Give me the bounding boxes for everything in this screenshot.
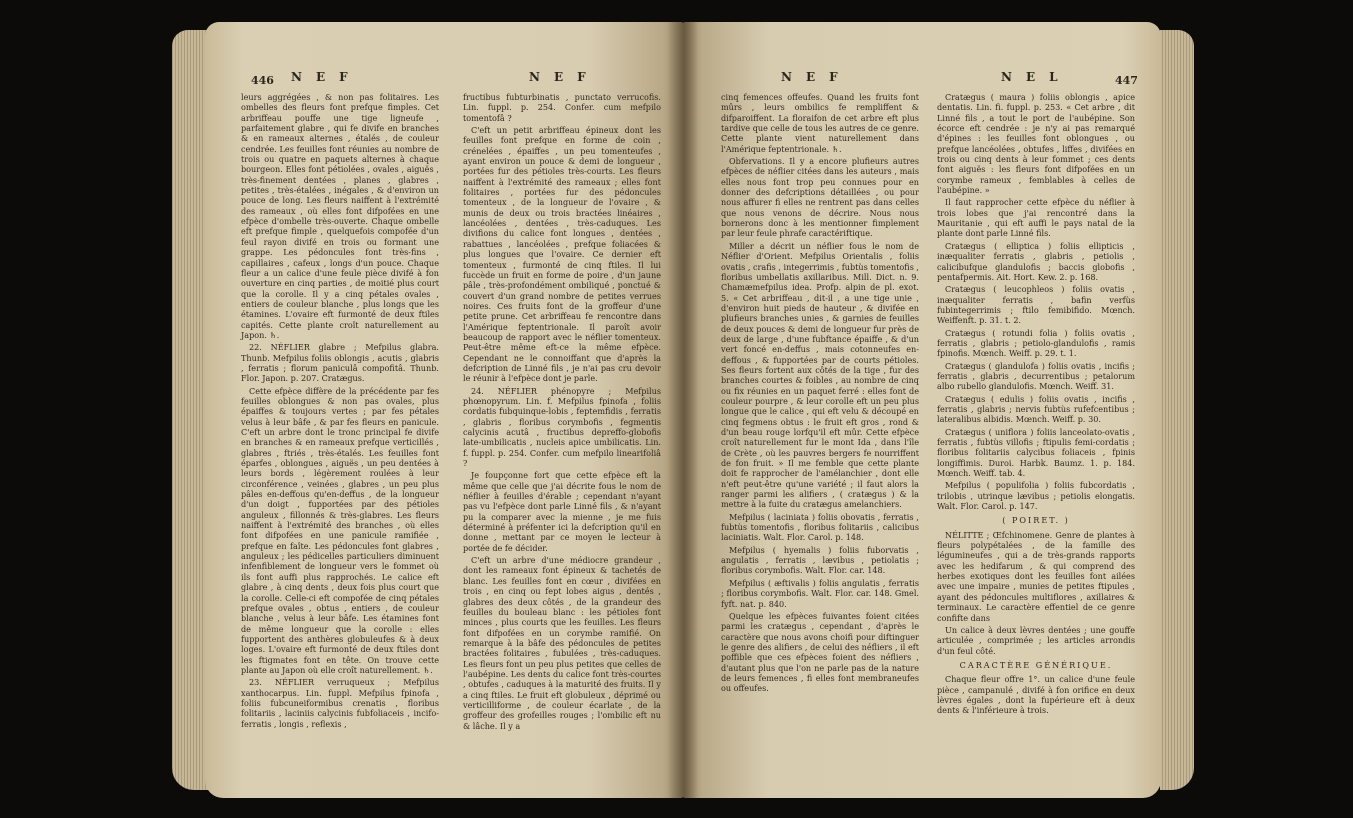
page-number-right: 447 (1115, 74, 1138, 87)
paragraph: Chaque fleur offre 1°. un calice d'une feule pièce , campanulé , divifé à fon orifice en deux lèvres égales , dont la fupérieure eft à deux dents & l'inférieure à trois. (937, 674, 1135, 716)
paragraph: Cratægus ( uniflora ) foliis lanceolato-ovatis , ferratis , fubtùs villofis ; ftipulis femi-cordatis ; floribus folitariis calycibus foliaceis , fpinis longiffimis. Duroi. Harbk. Baumz. 1. p. 184. Mœnch. Weiff. tab. 4. (937, 426, 1135, 479)
author-signature: ( POIRET. ) (1002, 515, 1070, 526)
running-head-left-1: NEF (291, 70, 362, 84)
paragraph: 23. NÉFLIER verruqueux ; Mefpilus xanthocarpus. Lin. fuppl. Mefpilus fpinofa , foliis fubcuneiformibus crenatis , floribus folitariis , laciniis calycinis fubfoliaceis , incifo-ferratis , longis , reflexis , (241, 677, 439, 729)
paragraph: Cratægus ( glandulofa ) foliis ovatis , incifis ; ferratis , glabris , decurrentibus ; petalorum albo rubello glandulofis. Mœnch. Weiff. 31. (937, 360, 1135, 392)
paragraph: Mefpilus ( laciniata ) foliis obovatis , ferratis , fubtùs tomentofis , floribus folitariis , calicibus laciniatis. Walt. Flor. Carol. p. 148. (721, 511, 919, 543)
paragraph: Mefpilus ( hyemalis ) foliis fuborvatis , angulatis , ferratis , lævibus , petiolatis ; floribus corymbofis. Walt. Flor. car. 148. (721, 544, 919, 576)
running-head-right-1: NEF (781, 70, 852, 84)
paragraph: Cratægus ( elliptica ) foliis ellipticis , inæqualiter ferratis , glabris , petiolis , calicibufque glandulofis ; baccis globofis , pentafpermis. Ait. Hort. Kew. 2. p. 168. (937, 240, 1135, 282)
paragraph: Cette efpèce diffère de la précédente par fes feuilles oblongues & non pas ovales, plus épaiffes & toujours vertes ; par fes pétales velus à leur bâfe , & par fes fleurs en panicule. C'eft un arbre dont le tronc principal fe divife en branches & en rameaux prefque verticillés , glabres , ftriés , très-étalés. Les feuilles font éparfes , oblongues , aiguës , un peu dentées à leurs bords , légèrement roulées à leur circonférence , veinées , glabres , un peu plus pâles en-deffous qu'en-deffus , de la longueur d'un doigt , fupportées par des pétioles anguleux , fillonnés & très-glabres. Les fleurs naiffent à l'extrémité des branches , où elles font difpofées en une panicule ramifiée , prefque en faîte. Les pédoncules font glabres , anguleux ; les pédicelles particuliers diminuent infenfiblement de longueur vers le fommet où ils font auffi plus rapprochés. Le calice eft glabre , à cinq dents , deux fois plus court que la corolle. Celle-ci eft compofée de cinq pétales prefque ovales , obtus , entiers , de couleur blanche , velus à leur bâfe. Les étamines font de même longueur que la corolle : elles fupportent des anthères globuleufes & à deux loges. L'ovaire eft furmonté de deux ftiles dont les ftigmates font en tête. On trouve cette plante au Japon où elle croît naturellement. ♄. (241, 385, 439, 675)
paragraph: 22. NÉFLIER glabre ; Mefpilus glabra. Thunb. Mefpilus foliis oblongis , acutis , glabris , ferratis ; florum paniculâ compofitâ. Thunb. Flor. Japon. p. 207. Cratægus. (241, 342, 439, 384)
paragraph: Miller a décrit un néflier fous le nom de Néflier d'Orient. Mefpilus Orientalis , foliis ovatis , crafis , integerrimis , fubtùs tomentofis , floribus umbellatis axillaribus. Mill. Dict. n. 9. Chamæmefpilus idea. Profp. alpin de pl. exot. 5. « Cet arbriffeau , dit-il , a une tige unie , d'environ huit pieds de hauteur , & divifée en plufieurs branches unies , & garnies de feuilles de deux pouces & demi de longueur fur près de deux de large , d'une fubftance épaiffe , & d'un vert foncé en-deffus , mais cotonneufes en-deffous , & fupportées par de courts pétioles. Ses fleurs fortent aux côtés de la tige , fur des branches courtes & foibles , au nombre de cinq ou fix réunies en un paquet ferré : elles font de couleur pourpre , & leur corolle eft un peu plus longue que le calice , qui eft velu & découpé en cinq fegmens obtus : le fruit eft gros , rond & d'un beau rouge lorfqu'il eft mûr. Cette efpèce croît naturellement fur le mont Ida , dans l'île de Crète , où les pauvres bergers fe nourriffent de fon fruit. » Il me femble que cette plante doit fe rapprocher de l'amélanchier , dont elle n'eft peut-être qu'une variété ; il faut alors la ranger parmi les alifiers , ( cratægus ) & la mettre à la fuite du cratægus amelanchiers. (721, 240, 919, 510)
running-head-right-2: NEL (1001, 70, 1072, 84)
left-page (205, 22, 683, 798)
paragraph: fructibus fubturbinatis , punctato verrucofis. Lin. fuppl. p. 254. Confer. cum mefpilo tomentofâ ? (463, 92, 661, 123)
paragraph: Cratægus ( rotundi folia ) foliis ovatis , ferratis , glabris ; petiolo-glandulofis , ramis fpinofis. Mœnch. Weiff. p. 29. t. 1. (937, 327, 1135, 359)
left-column-2 (463, 92, 661, 733)
right-page-edges (1160, 30, 1194, 790)
book-gutter (668, 22, 698, 798)
paragraph: Quelque les efpèces fuivantes foient citées parmi les cratægus , cependant , d'après le caractère que nous avons choifi pour diftinguer le genre des alifiers , de celui des néfliers , il eft poffible que ces efpèces foient des néfliers , d'autant plus que l'on ne parle pas de la nature de leurs femences , fi elles font membraneufes ou offeufes. (721, 610, 919, 694)
paragraph: Obfervations. Il y a encore plufieurs autres efpèces de néflier citées dans les auteurs , mais elles nous font trop peu connues pour en donner des defcriptions détaillées , ou pour nous affurer fi elles ne rentrent pas dans celles que nous venons de décrire. Nous nous bornerons donc à les mentionner fimplement par leur feule phrafe caractériftique. (721, 156, 919, 239)
running-head-left-2: NEF (529, 70, 600, 84)
left-column-1 (241, 92, 439, 731)
paragraph: C'eft un arbre d'une médiocre grandeur , dont les rameaux font épineux & tachetés de blanc. Les feuilles font en cœur , divifées en trois , en cinq ou fept lobes aigus , dentés , glabres des deux côtés , de la grandeur des feuilles du bouleau blanc : les pétioles font minces , plus courts que les feuilles. Les fleurs font difpofées en un corymbe ramifié. On remarque à la bâfe des pédoncules de petites bractées folitaires , fubulées , très-caduques. Les fleurs font un peu plus petites que celles de l'aubépine. Les dents du calice font très-courtes , obtufes , caduques à la maturité des fruits. Il y a cinq ftiles. Le fruit eft globuleux , déprimé ou verticilliforme , de couleur écarlate , de la groffeur des grofeilles rouges ; l'ombilic eft nu & lâche. Il y a (463, 555, 661, 731)
paragraph: NÉLITTE ; Œfchinomene. Genre de plantes à fleurs polypétalées , de la famille des légumineufes , qui a de très-grands rapports avec les hedifarum , & qui comprend des herbes exotiques dont les feuilles font ailées avec une impaire , munies de petites ftipules , ayant des pédoncules multiflores , axillaires & terminaux. Le caractère effentiel de ce genre confifte dans (937, 529, 1135, 623)
paragraph: Cratægus ( leucophleos ) foliis ovatis , inæqualiter ferratis , bafin verfùs fubintegerrimis ; ftilo femibifido. Mœnch. Weiffenft. p. 31. t. 2. (937, 284, 1135, 326)
paragraph: 24. NÉFLIER phénopyre ; Mefpilus phœnopyrum. Lin. f. Mefpilus fpinofa , foliis cordatis fubquinque-lobis , feptemfidis , ferratis , glabris , floribus corymbofis , fegmentis calycinis acutâ , fructibus depreffo-globofis late-umbilicatis , nucleis apice umbilicatis. Lin. f. fuppl. p. 254. Confer. cum mefpilo linearifoliâ ? (463, 385, 661, 469)
paragraph: Un calice à deux lèvres dentées ; une gouffe articulée , comprimée ; les articles arrondis d'un feul côté. (937, 624, 1135, 656)
paragraph: leurs aggrégées , & non pas folitaires. Les ombelles des fleurs font prefque fimples. Cet arbriffeau pouffe une tige ligneufe , parfaitement glabre , qui fe divife en branches & en rameaux alternes , étalés , de couleur cendrée. Les feuilles font réunies au nombre de trois ou quatre en paquets alternes à chaque bourgeon. Elles font pétiolées , ovales , aiguës , très-finement dentées , planes , glabres , petites , très-étalées , inégales , & d'environ un pouce de long. Les fleurs naiffent à l'extrémité des rameaux , où elles font difpofées en une efpèce d'ombelle très-ouverte. Chaque ombelle eft prefque fimple , quelquefois compofée d'un feul rayon divifé en trois ou formant une grappe. Les pédoncules font très-fins , capillaires , cafeux , longs d'un pouce. Chaque fleur a un calice d'une feule pièce divifé à fon ouverture en cinq parties , de moitié plus court que la corolle. Il y a cinq pétales ovales , entiers de couleur blanche , plus longs que les étamines. L'ovaire eft furmonté de deux ftiles capités. Cette plante croît naturellement au Japon. ♄. (241, 92, 439, 340)
paragraph: cinq femences offeufes. Quand les fruits font mûrs , leurs ombilics fe rempliffent & difparoiffent. La floraifon de cet arbre eft plus tardive que celle de tous les autres de ce genre. Cette plante vient naturellement dans l'Amérique feptentrionale. ♄. (721, 92, 919, 154)
section-heading: CARACTÈRE GÉNÉRIQUE. (959, 659, 1113, 670)
paragraph: C'eft un petit arbriffeau épineux dont les feuilles font prefque en forme de coin , crénelées , épaiffes , un peu tomenteufes , ayant environ un pouce & demi de longueur , portées fur des pétioles très-courts. Les fleurs naiffent à l'extrémité des rameaux ; elles font folitaires , portées fur des pédoncules tomenteux , de la longueur de l'ovaire , & munis de deux ou trois bractées linéaires , lancéolées , dentées , très-caduques. Les divifions du calice font longues , dentées , rabattues , lancéolées , prefque foliacées & plus longues que l'ovaire. Ce dernier eft tomenteux , furmonté de cinq ftiles. Il lui fuccède un fruit en forme de poire , d'un jaune pâle , très-profondément ombiliqué , ponctué & couvert d'un grand nombre de petites verrues noires. Ces fruits font de la groffeur d'une petite prune. Cet arbriffeau fe rencontre dans l'Amérique feptentrionale. Il paroît avoir beaucoup de rapport avec le néflier tomenteux. Peut-être même eft-ce la même efpèce. Cependant ne le connoiffant que d'après la defcription de Linné fils , je n'ai pas cru devoir le réunir à l'efpèce dont je parle. (463, 125, 661, 384)
right-column-1 (721, 92, 919, 696)
paragraph: Je foupçonne fort que cette efpèce eft la même que celle que j'ai décrite fous le nom de néflier à feuilles d'érable ; cependant n'ayant pas vu l'efpèce dont parle Linné fils , & n'ayant pu la comparer avec la mienne , je me fuis déterminé à préfenter ici la defcription qu'il en donne , mettant par ce moyen le lecteur à portée de fe décider. (463, 470, 661, 553)
paragraph: Cratægus ( maura ) foliis oblongis , apice dentatis. Lin. fi. fuppl. p. 253. « Cet arbre , dit Linné fils , a tout le port de l'aubépine. Son écorce eft cendrée : je n'y ai pas remarqué d'épines : les feuilles font oblongues , ou prefque lancéolées , obtufes , liffes , divifées en trois ou cinq dents à leur fommet ; ces dents font aiguës : les fleurs font difpofées en un corymbe rameux , femblables à celles de l'aubépine. » (937, 92, 1135, 196)
paragraph: Il faut rapprocher cette efpèce du néflier à trois lobes que j'ai rencontré dans la Mauritanie , qui eft auffi le pays natal de la plante dont parle Linné fils. (937, 197, 1135, 239)
right-page (683, 22, 1161, 798)
paragraph: Cratægus ( edulis ) foliis ovatis , incifis , ferratis , glabris ; nervis fubtùs rufefcentibus ; lateralibus albidis. Mœnch. Weiff. p. 30. (937, 393, 1135, 425)
left-page-edges (172, 30, 208, 790)
right-column-2 (937, 92, 1135, 718)
page-number-left: 446 (251, 74, 274, 87)
paragraph: Mefpilus ( populifolia ) foliis fubcordatis , trilobis , utrinque lævibus ; petiolis elongatis. Walt. Flor. Carol. p. 147. (937, 480, 1135, 512)
paragraph: Mefpilus ( æftivalis ) foliis angulatis , ferratis ; floribus corymbofis. Walt. Flor. car. 148. Gmel. fyft. nat. p. 840. (721, 577, 919, 609)
